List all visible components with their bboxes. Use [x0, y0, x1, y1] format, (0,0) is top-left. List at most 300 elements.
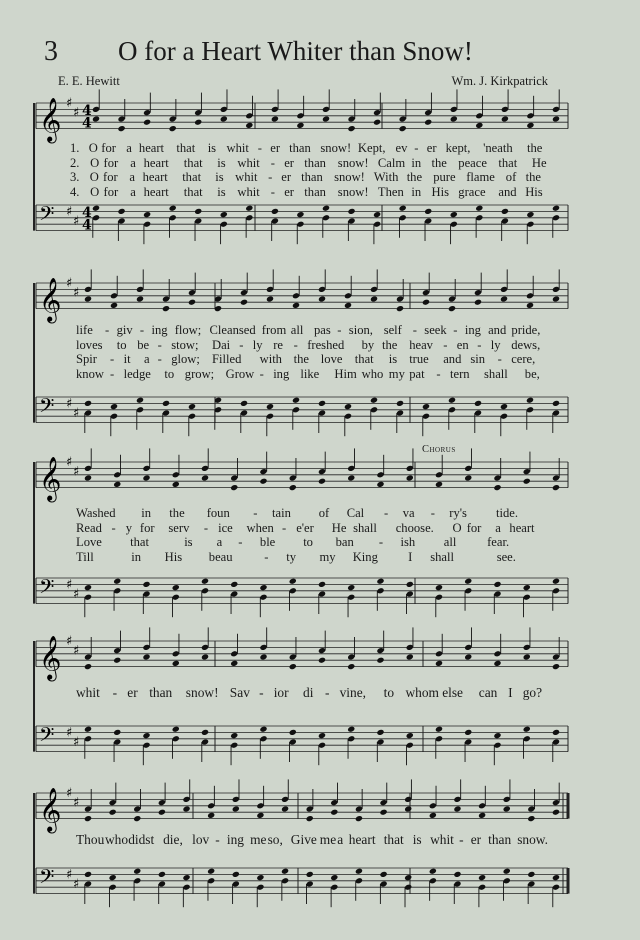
syllable-hyphen: -: [384, 506, 389, 520]
note-head: [306, 815, 314, 822]
lyric-syllable: a: [130, 155, 136, 170]
lyric-syllable: heav: [409, 337, 433, 352]
lyric-syllable: my: [388, 366, 405, 381]
treble-chord: [172, 634, 180, 667]
syllable-hyphen: -: [430, 506, 435, 520]
bass-chord: [552, 578, 560, 611]
lyric-syllable: the: [406, 170, 423, 184]
note-head: [289, 578, 297, 585]
bass-chord: [110, 403, 118, 436]
note-head: [396, 400, 404, 407]
note-head: [296, 122, 304, 129]
note-head: [406, 732, 414, 739]
note-head: [207, 812, 215, 819]
note-head: [136, 295, 144, 302]
treble-chord: [84, 269, 92, 302]
sharp-icon: ♯: [73, 213, 80, 229]
bass-chord: [376, 578, 384, 611]
treble-chord: [552, 89, 560, 122]
note-head: [220, 211, 228, 218]
bass-chord: [169, 205, 177, 238]
note-head: [201, 729, 209, 736]
bass-chord: [475, 205, 483, 238]
note-head: [266, 403, 274, 410]
note-head: [289, 484, 297, 491]
lyric-syllable: ban: [335, 535, 354, 549]
syllable-hyphen: -: [412, 323, 417, 337]
note-head: [201, 474, 209, 481]
bass-chord: [404, 874, 412, 907]
lyric-syllable: Till: [76, 549, 94, 564]
treble-chord: [347, 448, 355, 481]
note-head: [552, 295, 560, 302]
lyric-syllable: a: [129, 170, 135, 184]
bass-staff: [36, 723, 568, 765]
lyric-syllable: stow;: [171, 337, 199, 352]
note-head: [188, 403, 196, 410]
syllable-hyphen: -: [157, 352, 162, 366]
lyric-syllable: foun: [206, 506, 230, 520]
syllable-hyphen: -: [238, 535, 243, 549]
treble-chord: [406, 627, 414, 660]
lyric-syllable: whom: [405, 685, 439, 700]
bass-chord: [259, 726, 267, 759]
note-head: [526, 211, 534, 218]
lyric-syllable: than: [488, 832, 512, 847]
note-head: [526, 122, 534, 129]
lyric-syllable: that: [498, 155, 518, 170]
note-head: [182, 874, 190, 881]
bass-chord: [347, 584, 355, 617]
note-head: [344, 302, 352, 309]
treble-chord: [526, 96, 534, 129]
bass-chord: [220, 211, 228, 244]
bass-chord: [500, 403, 508, 436]
note-head: [158, 871, 166, 878]
treble-chord: [370, 269, 378, 302]
note-head: [318, 295, 326, 302]
note-head: [399, 125, 407, 132]
note-head: [109, 874, 117, 881]
note-head: [172, 481, 180, 488]
syllable-hyphen: -: [453, 323, 458, 337]
music-credit: Wm. J. Kirkpatrick: [451, 74, 548, 88]
note-head: [464, 653, 472, 660]
note-head: [84, 871, 92, 878]
note-head: [475, 122, 483, 129]
lyric-syllable: that: [176, 141, 196, 155]
treble-chord: [136, 269, 144, 302]
treble-chord: [271, 89, 279, 122]
lyric-syllable: that: [130, 535, 149, 549]
lyric-line-2-2: [0, 338, 640, 352]
lyric-syllable: pat: [409, 366, 425, 381]
sharp-icon: ♯: [66, 725, 73, 741]
note-head: [259, 653, 267, 660]
lyric-syllable: ty: [286, 549, 297, 564]
lyric-syllable: er: [270, 141, 281, 155]
lyric-syllable: whit: [237, 184, 260, 199]
treble-chord: [552, 269, 560, 302]
bass-chord: [552, 205, 560, 238]
treble-staff: [36, 627, 568, 681]
note-head: [376, 729, 384, 736]
note-head: [493, 581, 501, 588]
chorus-label: Chorus: [422, 444, 456, 455]
lyric-syllable: er: [281, 170, 292, 184]
note-head: [370, 295, 378, 302]
lyric-syllable: er: [470, 832, 482, 847]
lyric-syllable: snow!: [334, 170, 365, 184]
bass-chord: [113, 578, 121, 611]
lyric-syllable: whit: [76, 685, 100, 700]
bass-chord: [256, 874, 264, 907]
lyric-syllable: in: [411, 184, 422, 199]
lyric-syllable: His: [431, 184, 449, 199]
bass-clef-icon: 𝄢: [39, 202, 55, 231]
lyric-syllable: er: [284, 184, 294, 199]
bass-chord: [526, 211, 534, 244]
time-signature-digit: 4: [82, 115, 92, 132]
sharp-icon: ♯: [73, 285, 80, 301]
syllable-hyphen: -: [111, 520, 116, 535]
note-head: [230, 732, 238, 739]
bass-chord: [429, 868, 437, 901]
note-head: [92, 205, 100, 212]
note-head: [348, 125, 356, 132]
treble-chord: [526, 276, 534, 309]
sharp-icon: ♯: [73, 405, 80, 421]
treble-chord: [92, 89, 100, 122]
bass-chord: [318, 732, 326, 765]
lyric-syllable: His: [525, 184, 543, 199]
sharp-icon: ♯: [66, 633, 73, 649]
lyric-syllable: ing: [226, 832, 245, 847]
note-head: [523, 726, 531, 733]
lyric-syllable: seek: [424, 323, 447, 337]
lyric-syllable: O: [452, 520, 462, 535]
treble-chord: [376, 455, 384, 488]
note-head: [232, 805, 240, 812]
syllable-hyphen: -: [270, 155, 275, 170]
note-head: [201, 578, 209, 585]
treble-staff: [36, 779, 568, 833]
treble-clef-icon: 𝄞: [39, 787, 62, 832]
note-head: [450, 211, 458, 218]
bass-chord: [136, 397, 144, 430]
lyric-syllable: Him: [334, 366, 357, 381]
lyric-syllable: er: [284, 155, 294, 170]
treble-chord: [142, 627, 150, 660]
treble-chord: [450, 89, 458, 122]
syllable-hyphen: -: [257, 141, 262, 155]
lyric-syllable: snow!: [185, 685, 219, 700]
lyric-syllable: the: [527, 141, 543, 155]
lyric-syllable: to: [164, 366, 175, 381]
note-head: [240, 400, 248, 407]
lyric-syllable: that: [182, 170, 202, 184]
treble-chord: [232, 779, 240, 812]
note-head: [158, 809, 166, 816]
lyric-syllable: than: [289, 141, 311, 155]
syllable-hyphen: -: [259, 685, 264, 700]
lyric-syllable: ly: [490, 337, 501, 352]
note-head: [84, 663, 92, 670]
sharp-icon: ♯: [73, 586, 80, 602]
lyric-syllable: whit: [430, 832, 454, 847]
lyric-syllable: than: [304, 155, 326, 170]
note-head: [406, 653, 414, 660]
lyric-syllable: O: [90, 155, 100, 170]
syllable-hyphen: -: [110, 366, 115, 381]
note-head: [188, 299, 196, 306]
lyric-line-4-1: [0, 686, 640, 700]
bass-chord: [109, 874, 117, 907]
note-head: [296, 211, 304, 218]
lyric-syllable: Read: [76, 520, 102, 535]
treble-chord: [523, 627, 531, 660]
lyric-syllable: O: [88, 141, 98, 155]
lyric-syllable: is: [215, 170, 224, 184]
lyric-line-1-4: [0, 185, 640, 199]
time-signature-digit: 4: [82, 217, 92, 234]
lyric-syllable: Kept,: [357, 141, 386, 155]
note-head: [172, 660, 180, 667]
lyric-line-2-3: [0, 352, 640, 366]
lyric-syllable: the: [431, 155, 447, 170]
lyric-syllable: when: [246, 520, 274, 535]
note-head: [464, 578, 472, 585]
note-head: [448, 397, 456, 404]
note-head: [266, 295, 274, 302]
syllable-hyphen: -: [293, 337, 298, 352]
lyric-syllable: ish: [400, 535, 416, 549]
note-head: [404, 874, 412, 881]
note-head: [376, 578, 384, 585]
note-head: [503, 805, 511, 812]
note-head: [404, 805, 412, 812]
lyric-syllable: Spir: [76, 352, 97, 366]
lyric-syllable: life: [76, 323, 93, 337]
treble-chord: [429, 786, 437, 819]
lyric-syllable: be,: [524, 366, 540, 381]
note-head: [207, 868, 215, 875]
lyric-syllable: e'er: [296, 520, 314, 535]
syllable-hyphen: -: [239, 337, 244, 352]
note-head: [453, 871, 461, 878]
treble-chord: [172, 455, 180, 488]
lyric-syllable: heart: [138, 141, 165, 155]
syllable-hyphen: -: [497, 352, 502, 366]
lyric-syllable: shall: [353, 520, 377, 535]
lyric-syllable: true: [409, 352, 429, 366]
note-head: [84, 400, 92, 407]
treble-clef-icon: 𝄞: [39, 277, 62, 322]
lyric-syllable: grow;: [184, 366, 215, 381]
note-head: [380, 809, 388, 816]
note-head: [230, 660, 238, 667]
lyric-syllable: than: [304, 184, 326, 199]
lyric-syllable: ledge: [123, 366, 151, 381]
treble-staff: [36, 269, 568, 323]
syllable-hyphen: -: [112, 685, 118, 700]
note-head: [552, 484, 560, 491]
lyric-syllable: tern: [450, 366, 470, 381]
treble-chord: [435, 455, 443, 488]
bass-chord: [330, 874, 338, 907]
sharp-icon: ♯: [73, 464, 80, 480]
note-head: [271, 208, 279, 215]
syllable-hyphen: -: [264, 549, 269, 564]
note-head: [523, 653, 531, 660]
lyric-line-1-1: [0, 141, 640, 155]
note-head: [453, 805, 461, 812]
lyric-syllable: Calm: [377, 155, 406, 170]
syllable-hyphen: -: [268, 170, 273, 184]
lyric-line-5-1: [0, 833, 640, 847]
note-head: [552, 874, 560, 881]
syllable-hyphen: -: [215, 832, 220, 847]
note-head: [169, 125, 177, 132]
note-head: [259, 726, 267, 733]
note-head: [523, 478, 531, 485]
lyric-syllable: the: [293, 352, 309, 366]
bass-clef-icon: 𝄢: [39, 865, 55, 894]
note-head: [84, 815, 92, 822]
lyric-syllable: that: [354, 352, 374, 366]
lyric-syllable: and: [488, 323, 507, 337]
note-head: [552, 663, 560, 670]
lyric-syllable: for: [466, 520, 482, 535]
treble-chord: [113, 455, 121, 488]
note-head: [318, 400, 326, 407]
bass-chord: [406, 732, 414, 765]
lyric-syllable: Love: [76, 535, 102, 549]
note-head: [370, 397, 378, 404]
syllable-hyphen: -: [436, 366, 441, 381]
note-head: [245, 122, 253, 129]
note-head: [322, 205, 330, 212]
note-head: [380, 871, 388, 878]
note-head: [429, 868, 437, 875]
lyric-syllable: tide.: [496, 506, 519, 520]
note-head: [172, 584, 180, 591]
note-head: [256, 874, 264, 881]
lyric-syllable: He: [531, 155, 547, 170]
lyric-syllable: to: [116, 337, 127, 352]
lyric-syllable: with: [259, 352, 282, 366]
lyric-syllable: see.: [496, 549, 516, 564]
note-head: [84, 584, 92, 591]
bass-chord: [92, 205, 100, 238]
lyric-syllable: for: [103, 170, 118, 184]
lyric-syllable: choose.: [395, 520, 434, 535]
note-head: [162, 400, 170, 407]
treble-chord: [142, 448, 150, 481]
lyric-syllable: is: [412, 832, 422, 847]
lyric-syllable: heart: [142, 170, 168, 184]
treble-chord: [464, 627, 472, 660]
note-head: [142, 474, 150, 481]
note-head: [376, 481, 384, 488]
lyric-syllable: so,: [267, 832, 283, 847]
note-head: [422, 403, 430, 410]
lyric-syllable: fear.: [487, 535, 510, 549]
lyric-syllable: by: [361, 337, 375, 352]
lyric-syllable: is: [388, 352, 398, 366]
lyric-syllable: and: [498, 184, 517, 199]
note-head: [523, 584, 531, 591]
note-head: [230, 484, 238, 491]
bass-chord: [370, 397, 378, 430]
note-head: [113, 481, 121, 488]
lyric-syllable: from: [261, 323, 287, 337]
bass-chord: [435, 584, 443, 617]
treble-chord: [493, 634, 501, 667]
time-signature-digit: 4: [82, 102, 92, 119]
bass-chord: [464, 578, 472, 611]
bass-clef-icon: 𝄢: [39, 394, 55, 423]
lyric-syllable: self: [383, 323, 402, 337]
note-head: [109, 809, 117, 816]
note-head: [396, 305, 404, 312]
lyric-syllable: pas: [314, 323, 331, 337]
note-head: [133, 815, 141, 822]
note-head: [475, 205, 483, 212]
note-head: [355, 815, 363, 822]
lyric-syllable: sin: [470, 352, 486, 366]
note-head: [169, 205, 177, 212]
bass-chord: [322, 205, 330, 238]
bass-chord: [493, 732, 501, 765]
lyric-syllable: is: [184, 535, 193, 549]
lyric-syllable: ing: [273, 366, 290, 381]
lyric-syllable: Then: [377, 184, 404, 199]
lyric-syllable: the: [525, 170, 541, 184]
lyric-syllable: a: [216, 535, 223, 549]
note-head: [450, 115, 458, 122]
note-head: [194, 119, 202, 126]
bass-chord: [143, 211, 151, 244]
bass-chord: [182, 874, 190, 907]
note-head: [526, 302, 534, 309]
note-head: [118, 125, 126, 132]
sharp-icon: ♯: [66, 785, 73, 801]
treble-chord: [230, 634, 238, 667]
lyric-syllable: a: [144, 352, 150, 366]
lyric-syllable: He: [331, 520, 347, 535]
syllable-hyphen: -: [139, 323, 145, 337]
lyric-syllable: me: [319, 832, 337, 847]
lyric-syllable: to: [303, 535, 313, 549]
syllable-hyphen: -: [414, 141, 419, 155]
lyric-syllable: Grow: [225, 366, 255, 381]
note-head: [527, 815, 535, 822]
note-head: [448, 305, 456, 312]
note-head: [478, 874, 486, 881]
bass-chord: [84, 726, 92, 759]
lyric-syllable: heart: [348, 832, 376, 847]
syllable-hyphen: -: [477, 337, 482, 352]
note-head: [318, 478, 326, 485]
sharp-icon: ♯: [66, 454, 73, 470]
note-head: [347, 474, 355, 481]
lyric-syllable: the: [169, 506, 185, 520]
lyric-syllable: ice: [218, 520, 233, 535]
syllable-hyphen: -: [443, 337, 448, 352]
bass-chord: [355, 868, 363, 901]
note-head: [281, 868, 289, 875]
